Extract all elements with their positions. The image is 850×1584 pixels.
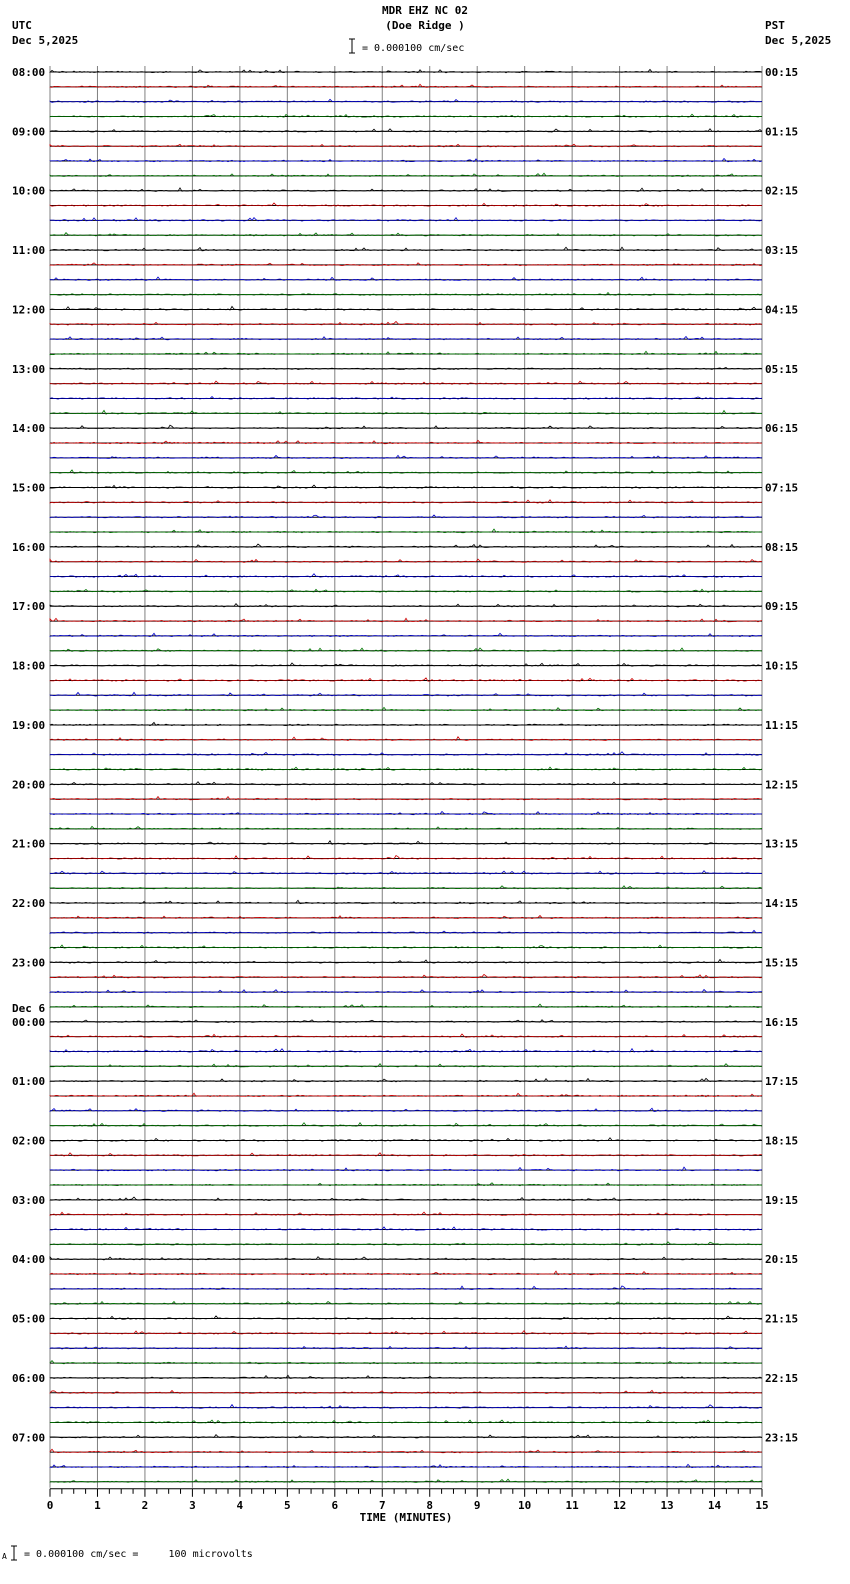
utc-hour-label: 11:00: [12, 244, 46, 258]
footer-scale-label: = 0.000100 cm/sec = 100 microvolts: [24, 1549, 253, 1560]
footer-mark: A: [2, 1552, 7, 1561]
utc-hour-label: 12:00: [12, 303, 46, 317]
seismic-trace: [50, 692, 762, 696]
utc-hour-label: 20:00: [12, 778, 46, 792]
seismic-trace: [50, 707, 762, 710]
x-tick-label: 4: [236, 1498, 244, 1512]
x-tick-label: 3: [189, 1498, 196, 1512]
pst-hour-label: 04:15: [765, 303, 799, 317]
pst-hour-label: 09:15: [765, 600, 799, 614]
pst-hour-label: 08:15: [765, 540, 799, 554]
utc-hour-label: 02:00: [12, 1134, 46, 1148]
utc-hour-label: 17:00: [12, 600, 46, 614]
pst-hour-label: 10:15: [765, 659, 799, 673]
footer-scale-bar-icon: [11, 1546, 17, 1560]
seismic-trace: [50, 1049, 762, 1053]
x-tick-label: 1: [94, 1498, 101, 1512]
seismic-trace: [50, 1257, 762, 1260]
seismic-trace: [50, 1449, 762, 1453]
utc-hour-label: 08:00: [12, 66, 46, 79]
pst-hour-label: 18:15: [765, 1134, 799, 1148]
pst-hour-label: 07:15: [765, 481, 799, 495]
seismic-trace: [50, 856, 762, 860]
pst-hour-label: 12:15: [765, 778, 799, 792]
utc-hour-label: 04:00: [12, 1253, 46, 1267]
pst-hour-label: 16:15: [765, 1015, 799, 1029]
x-axis-label: TIME (MINUTES): [359, 1510, 453, 1524]
seismic-trace: [50, 158, 762, 161]
pst-date-label: Dec 5,2025: [765, 34, 832, 47]
seismic-trace: [50, 1316, 762, 1319]
x-tick-label: 9: [473, 1498, 481, 1512]
utc-hour-label: 03:00: [12, 1193, 46, 1207]
x-tick-label: 5: [284, 1498, 291, 1512]
pst-hour-label: 23:15: [765, 1431, 799, 1445]
utc-hour-label: 01:00: [12, 1075, 46, 1089]
x-tick-label: 14: [707, 1498, 722, 1512]
scale-label: = 0.000100 cm/sec: [362, 43, 465, 54]
pst-hour-label: 01:15: [765, 125, 799, 139]
utc-hour-label: 14:00: [12, 422, 46, 436]
time-axis: [47, 1489, 769, 1524]
seismic-trace: [50, 1361, 762, 1364]
utc-hour-label: 16:00: [12, 540, 46, 554]
seismic-trace: [50, 633, 762, 636]
utc-hour-label: 10:00: [12, 184, 46, 198]
date-change-label: Dec 6: [12, 1001, 46, 1015]
utc-date-label: Dec 5,2025: [12, 34, 79, 47]
seismic-trace: [50, 737, 762, 741]
pst-hour-label: 06:15: [765, 422, 799, 436]
pst-hour-label: 00:15: [765, 66, 799, 79]
pst-hour-label: 02:15: [765, 184, 799, 198]
pst-hour-label: 13:15: [765, 837, 799, 851]
seismic-trace: [50, 544, 762, 548]
utc-hour-label: 15:00: [12, 481, 46, 495]
seismic-trace: [50, 1375, 762, 1378]
x-tick-label: 6: [331, 1498, 339, 1512]
pst-hour-label: 14:15: [765, 897, 799, 911]
utc-hour-label: 22:00: [12, 897, 46, 911]
seismic-trace: [50, 233, 762, 236]
pst-hour-label: 17:15: [765, 1075, 799, 1089]
utc-hour-label: 00:00: [12, 1015, 46, 1029]
x-tick-label: 15: [755, 1498, 769, 1512]
utc-hour-label: 07:00: [12, 1431, 46, 1445]
seismic-trace: [50, 500, 762, 503]
x-tick-label: 11: [565, 1498, 579, 1512]
seismic-trace: [50, 397, 762, 400]
x-tick-label: 2: [141, 1498, 149, 1512]
seismic-trace: [50, 188, 762, 192]
seismic-trace: [50, 306, 762, 310]
utc-hour-label: 19:00: [12, 718, 46, 732]
seismic-trace: [50, 425, 762, 429]
seismic-trace: [50, 1286, 762, 1290]
pst-hour-label: 15:15: [765, 956, 799, 970]
station-subtitle: (Doe Ridge ): [385, 19, 465, 32]
utc-hour-label: 13:00: [12, 362, 46, 376]
scale-bar-icon: [349, 39, 355, 53]
pst-hour-label: 11:15: [765, 718, 799, 732]
pst-hour-label: 19:15: [765, 1193, 799, 1207]
x-tick-label: 10: [518, 1498, 532, 1512]
x-tick-label: 13: [660, 1498, 674, 1512]
pst-hour-label: 21:15: [765, 1312, 799, 1326]
utc-hour-label: 06:00: [12, 1371, 46, 1385]
pst-hour-label: 03:15: [765, 244, 799, 258]
x-tick-label: 7: [378, 1498, 386, 1512]
pst-hour-label: 20:15: [765, 1253, 799, 1267]
utc-hour-label: 23:00: [12, 956, 46, 970]
utc-hour-label: 21:00: [12, 837, 46, 851]
seismic-traces: [50, 69, 762, 1482]
utc-zone-label: UTC: [12, 19, 32, 32]
x-tick-label: 8: [426, 1498, 434, 1512]
seismic-trace: [50, 722, 762, 725]
seismic-trace: [50, 485, 762, 488]
seismic-trace: [50, 1420, 762, 1423]
seismic-trace: [50, 203, 762, 206]
station-title: MDR EHZ NC 02: [381, 4, 469, 17]
utc-hour-label: 05:00: [12, 1312, 46, 1326]
pst-hour-label: 22:15: [765, 1371, 799, 1385]
utc-hour-label: 09:00: [12, 125, 46, 139]
utc-hour-label: 18:00: [12, 659, 46, 673]
pst-zone-label: PST: [765, 19, 785, 32]
seismic-trace: [50, 129, 762, 132]
x-tick-label: 0: [46, 1498, 54, 1512]
x-tick-label: 12: [612, 1498, 627, 1512]
pst-hour-label: 05:15: [765, 362, 799, 376]
